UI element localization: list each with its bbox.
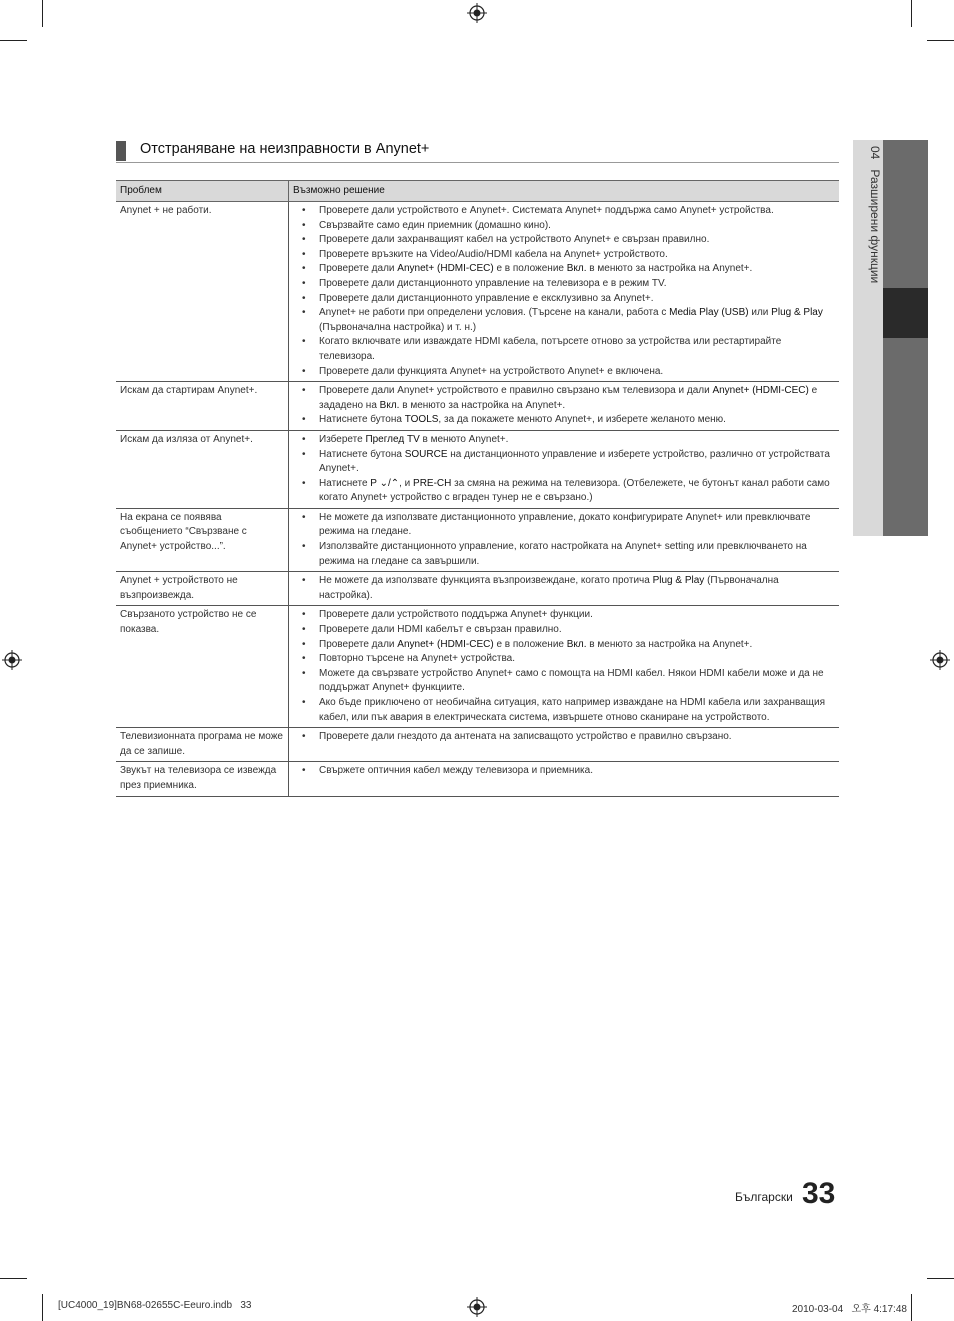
language-label: Български [735, 1190, 793, 1204]
solution-text: Проверете дали функцията Anynet+ на устройството Anynet+ е включена. [319, 365, 664, 377]
solution-text: Проверете дали HDMI кабелът е свързан правилно. [319, 624, 562, 636]
emphasized-term: SOURCE [404, 448, 448, 460]
solution-text: Ако бъде приключено от необичайна ситуация, като например изваждане на HDMI кабела или захранващия кабел, или пък авария в електрическата система, извършете отново сканиране на устройството. [319, 697, 825, 723]
page-title: Отстраняване на неизправности в Anynet+ [140, 141, 430, 157]
heading-bar [116, 141, 126, 161]
solution-text: в менюто за настройка на Anynet+. [399, 399, 566, 411]
solution-cell [289, 728, 840, 762]
chapter-tab-block [883, 338, 928, 536]
solution-text: Използвайте дистанционното управление, когато настройката на Anynet+ setting или превключването на режима на гледане са завършили. [319, 541, 807, 567]
emphasized-term: Anynet+ (HDMI-CEC) [397, 263, 494, 275]
solution-text: Натиснете бутона [319, 448, 405, 460]
solution-cell [289, 382, 840, 431]
chapter-tab-marker [883, 288, 928, 338]
solution-cell [289, 572, 840, 606]
solution-item [293, 204, 835, 219]
crop-mark [42, 0, 43, 27]
solution-text: или [748, 307, 772, 319]
troubleshooting-table [116, 180, 839, 797]
table-row [116, 382, 839, 431]
solution-text: Проверете дали Anynet+ устройството е правилно свързано към телевизора и дали [319, 385, 713, 397]
crop-mark [927, 40, 954, 41]
column-header-problem: Проблем [116, 181, 289, 202]
solution-list [293, 511, 835, 569]
solution-text: Проверете дали [319, 638, 398, 650]
solution-cell [289, 430, 840, 508]
emphasized-term: Plug & Play [771, 307, 823, 319]
solution-text: Проверете дали захранващият кабел на устройството Anynet+ е свързан правилно. [319, 234, 710, 246]
problem-cell: Звукът на телевизора се извежда през приемника. [116, 762, 289, 796]
solution-text: е в положение [493, 638, 567, 650]
emphasized-term: P ⌄/⌃ [370, 477, 400, 489]
solution-item [293, 262, 835, 277]
solution-text: в менюто за настройка на Anynet+. [586, 638, 753, 650]
solution-text: Проверете дали устройството е Anynet+. Системата Anynet+ поддържа само Anynet+ устройства. [319, 205, 774, 216]
emphasized-term: PRE-CH [413, 477, 452, 489]
solution-text: в менюто за настройка на Anynet+. [586, 263, 753, 275]
solution-list [293, 764, 835, 779]
solution-item [293, 477, 835, 506]
crop-mark [42, 1294, 43, 1321]
table-row [116, 508, 839, 571]
solution-item [293, 335, 835, 364]
solution-text: Натиснете бутона [319, 414, 405, 426]
solution-item [293, 219, 835, 234]
solution-text: е в положение [493, 263, 567, 275]
solution-item [293, 608, 835, 623]
solution-text: Повторно търсене на Anynet+ устройства. [319, 653, 516, 665]
file-info: [UC4000_19]BN68-02655C-Eeuro.indb 33 [58, 1300, 252, 1311]
problem-cell: Искам да стартирам Anynet+. [116, 382, 289, 431]
solution-text: Проверете дали [319, 263, 398, 275]
solution-list [293, 730, 835, 745]
solution-text: Anynet+ не работи при определени условия. (Търсене на канали, работа с [319, 307, 670, 319]
problem-cell: Anynet + устройството не възпроизвежда. [116, 572, 289, 606]
solution-item [293, 574, 835, 603]
solution-text: Изберете [319, 433, 366, 445]
crop-mark [0, 1278, 27, 1279]
problem-cell: Свързаното устройство не се показва. [116, 606, 289, 728]
solution-text: Не можете да използвате функцията възпроизвеждане, когато протича [319, 575, 653, 587]
solution-text: Проверете връзките на Video/Audio/HDMI кабела на Anynet+ устройството. [319, 248, 668, 260]
solution-item [293, 413, 835, 428]
solution-item [293, 730, 835, 745]
solution-item [293, 667, 835, 696]
solution-text: Проверете дали дистанционното управление на телевизора е в режим TV. [319, 277, 667, 289]
solution-item [293, 365, 835, 380]
emphasized-term: Преглед TV [365, 433, 420, 445]
solution-text: Когато включвате или изваждате HDMI кабела, потърсете отново за устройства или рестартирайте телевизора. [319, 336, 782, 362]
solution-text: Свържете оптичния кабел между телевизора и приемника. [319, 765, 593, 777]
emphasized-term: Plug & Play [652, 575, 705, 587]
table-row [116, 202, 839, 382]
chapter-tab-label [858, 146, 882, 446]
solution-text: Не можете да използвате дистанционното управление, докато конфигурирате Anynet+ или превключвате режима на гледане. [319, 511, 811, 538]
solution-text: за смяна на режима на телевизора. (Отбележете, че бутонът канал работи само когато Anynet+ устройство с вграден тунер не е свързано.) [319, 477, 830, 504]
column-header-solution: Възможно решение [289, 181, 840, 202]
solution-list [293, 608, 835, 725]
chapter-tab-block [883, 140, 928, 288]
emphasized-term: Вкл. [566, 263, 587, 275]
registration-mark-icon [2, 650, 22, 670]
chapter-number: 04 [868, 146, 882, 160]
emphasized-term: Anynet+ (HDMI-CEC) [712, 385, 809, 397]
emphasized-term: Вкл. [566, 638, 587, 650]
solution-text: Проверете дали устройството поддържа Anynet+ функции. [319, 609, 593, 621]
crop-mark [911, 1294, 912, 1321]
solution-text: Проверете дали гнездото да антената на записващото устройство е правилно свързано. [319, 731, 732, 743]
table-row [116, 606, 839, 728]
solution-item [293, 448, 835, 477]
heading-divider [116, 162, 839, 163]
emphasized-term: Media Play (USB) [669, 307, 749, 319]
solution-text: Можете да свързвате устройство Anynet+ само с помощта на HDMI кабел. Някои HDMI кабели може и да не поддържат Anynet+ функциите. [319, 667, 824, 694]
solution-item [293, 233, 835, 248]
solution-text: Свързвайте само един приемник (домашно кино). [319, 219, 551, 231]
solution-list [293, 204, 835, 379]
table-body [116, 202, 839, 797]
print-timestamp: 2010-03-04 오후 4:17:48 [792, 1304, 907, 1315]
table-row [116, 572, 839, 606]
page-number: 33 [802, 1177, 836, 1210]
solution-item [293, 433, 835, 448]
solution-item [293, 306, 835, 335]
problem-cell: На екрана се появява съобщението “Свързване с Anynet+ устройство...”. [116, 508, 289, 571]
solution-item [293, 623, 835, 638]
table-row [116, 430, 839, 508]
solution-cell [289, 606, 840, 728]
chapter-title: Разширени функции [868, 169, 882, 284]
solution-cell [289, 762, 840, 796]
crop-mark [927, 1278, 954, 1279]
registration-mark-icon [930, 650, 950, 670]
solution-cell [289, 202, 840, 382]
solution-text: в менюто Anynet+. [419, 433, 509, 445]
crop-mark [0, 40, 27, 41]
problem-cell: Anynet + не работи. [116, 202, 289, 382]
problem-cell: Искам да изляза от Anynet+. [116, 430, 289, 508]
table-row [116, 762, 839, 796]
solution-text: (Първоначална настройка) и т. н.) [319, 321, 477, 333]
solution-item [293, 277, 835, 292]
solution-text: Проверете дали дистанционното управление е ексклузивно за Anynet+. [319, 292, 654, 304]
solution-text: Натиснете [319, 477, 371, 489]
solution-item [293, 511, 835, 540]
solution-item [293, 696, 835, 725]
emphasized-term: Вкл. [379, 399, 400, 411]
solution-text: , за да покажете менюто Anynet+, и изберете желаното меню. [438, 414, 726, 426]
emphasized-term: Anynet+ (HDMI-CEC) [397, 638, 494, 650]
solution-cell [289, 508, 840, 571]
solution-list [293, 384, 835, 428]
solution-list [293, 433, 835, 506]
crop-mark [911, 0, 912, 27]
solution-item [293, 292, 835, 307]
solution-item [293, 638, 835, 653]
problem-cell: Телевизионната програма не може да се запише. [116, 728, 289, 762]
emphasized-term: TOOLS [404, 414, 439, 426]
solution-item [293, 248, 835, 263]
registration-mark-icon [467, 1297, 487, 1317]
solution-text: (Първоначална настройка). [319, 575, 779, 601]
solution-list [293, 574, 835, 603]
solution-text: на дистанционното управление и изберете устройство, различно от устройствата Anynet+. [319, 448, 830, 475]
solution-item [293, 764, 835, 779]
table-header-row [116, 181, 839, 202]
table-row [116, 728, 839, 762]
solution-item [293, 540, 835, 569]
solution-item [293, 652, 835, 667]
solution-item [293, 384, 835, 413]
solution-text: , и [399, 477, 414, 489]
registration-mark-icon [467, 3, 487, 23]
solution-text: е зададено на [319, 385, 818, 411]
